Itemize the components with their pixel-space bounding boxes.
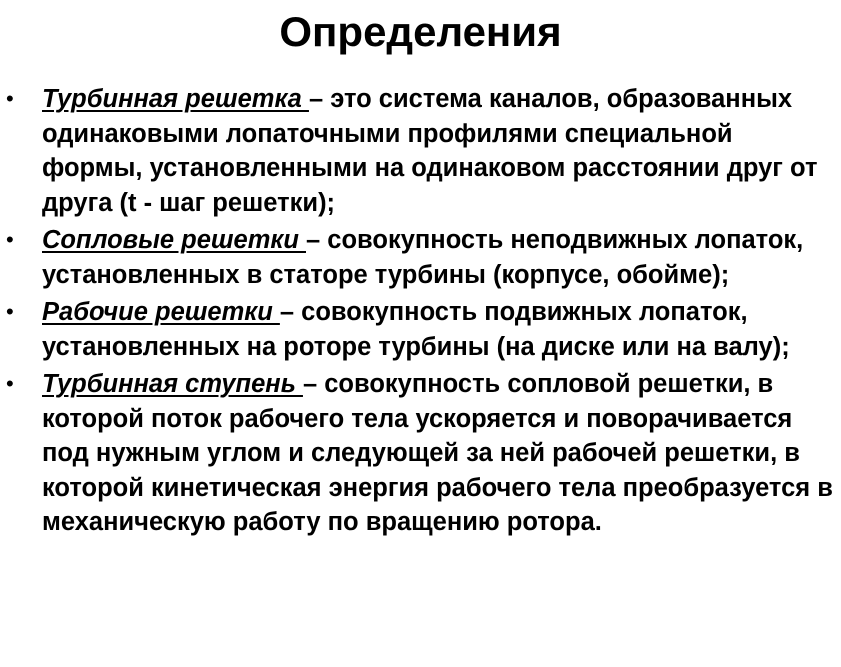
bullet-icon: • bbox=[6, 299, 14, 324]
definition-text: – совокупность сопловой решетки, в которой поток рабочего тела ускоряется и поворачивается под нужным углом и следующей за ней рабочей решетки, в которой кинетическая энергия рабочего тела преобразуется в механическую работу по вращению ротора. bbox=[42, 370, 833, 536]
definition-text: – это система каналов, образованных одинаковыми лопаточными профилями специальной формы, установленными на одинаковом расстоянии друг от друга (t - шаг решетки); bbox=[42, 85, 818, 217]
definitions-list bbox=[0, 82, 841, 540]
definition-item bbox=[0, 82, 841, 220]
definition-term: Турбинная ступень bbox=[42, 370, 303, 398]
bullet-icon: • bbox=[6, 86, 14, 111]
definition-term: Сопловые решетки bbox=[42, 226, 306, 254]
definition-term: Турбинная решетка bbox=[42, 85, 309, 113]
page-title: Определения bbox=[279, 8, 562, 55]
definition-text: – совокупность неподвижных лопаток, установленных в статоре турбины (корпусе, обойме); bbox=[42, 226, 804, 289]
definition-term: Рабочие решетки bbox=[42, 298, 280, 326]
definition-item bbox=[0, 367, 841, 540]
definition-item bbox=[0, 223, 841, 292]
definition-text: – совокупность подвижных лопаток, установленных на роторе турбины (на диске или на валу); bbox=[42, 298, 790, 361]
bullet-icon: • bbox=[6, 227, 14, 252]
bullet-icon: • bbox=[6, 371, 14, 396]
definition-item bbox=[0, 295, 841, 364]
